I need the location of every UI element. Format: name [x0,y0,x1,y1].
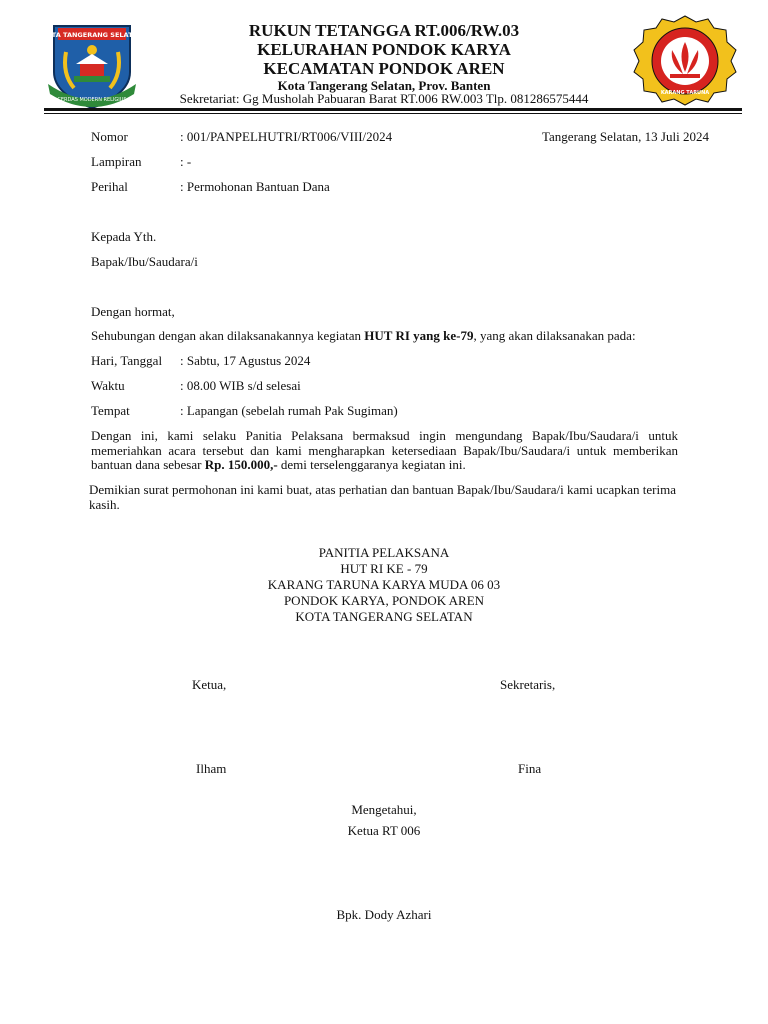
invitation-text-post: demi terselenggaranya kegiatan ini. [277,457,466,472]
invitation-paragraph [91,429,678,473]
hari-value: : Sabtu, 17 Agustus 2024 [180,353,311,368]
hari-label: Hari, Tanggal [91,353,163,368]
intro-event-name: HUT RI yang ke-79 [364,328,474,343]
invitation-text-pre: Dengan ini, kami selaku Panitia Pelaksana bermaksud ingin mengundang Bapak/Ibu/Saudara/i untuk memeriahkan acara tersebut dan kami mengharapkan ketersediaan Bapak/Ibu/Saudara/i untuk memberikan bantuan dana sebesar [91,428,678,472]
committee-line-5: KOTA TANGERANG SELATAN [295,609,473,624]
addressee-line-2: Bapak/Ibu/Saudara/i [91,254,198,269]
ketua-title: Ketua, [192,677,227,692]
sekretaris-title: Sekretaris, [500,677,556,692]
sekretaris-name: Fina [518,761,542,776]
lampiran-value: : - [180,154,192,169]
perihal-value: : Permohonan Bantuan Dana [180,179,330,194]
logo-right-text: KARANG TARUNA [660,90,710,96]
mengetahui-label: Mengetahui, [351,802,417,817]
letterhead-rule-thin [44,113,742,114]
letterhead-secretariat: Sekretariat: Gg Musholah Pabuaran Barat RT.006 RW.003 Tlp. 081286575444 [179,91,589,106]
committee-line-4: PONDOK KARYA, PONDOK AREN [283,593,485,608]
closing-paragraph: Demikian surat permohonan ini kami buat, atas perhatian dan bantuan Bapak/Ibu/Saudara/i kami ucapkan terima kasih. [89,482,676,512]
greeting: Dengan hormat, [91,304,175,319]
nomor-label: Nomor [91,129,128,144]
addressee-line-1: Kepada Yth. [91,229,157,244]
intro-paragraph [91,328,636,343]
ketua-rt-title: Ketua RT 006 [347,823,421,838]
lampiran-label: Lampiran [91,154,142,169]
waktu-value: : 08.00 WIB s/d selesai [180,378,301,393]
letterhead-rule-thick [44,108,742,111]
waktu-label: Waktu [91,378,125,393]
ketua-rt-name: Bpk. Dody Azhari [336,907,432,922]
letterhead-line-2: KELURAHAN PONDOK KARYA [257,40,511,59]
letterhead-city: Kota Tangerang Selatan, Prov. Banten [277,78,491,93]
letterhead-line-3: KECAMATAN PONDOK AREN [263,59,505,78]
committee-line-1: PANITIA PELAKSANA [318,545,450,560]
donation-amount: Rp. 150.000,- [204,457,278,472]
logo-left-bottom-text: CERDAS MODERN RELIGIUS [57,97,127,103]
letter-date: Tangerang Selatan, 13 Juli 2024 [542,129,709,144]
intro-text-pre: Sehubungan dengan akan dilaksanakannya kegiatan [91,328,365,343]
intro-text-post: , yang akan dilaksanakan pada: [473,328,636,343]
committee-line-2: HUT RI KE - 79 [340,561,428,576]
perihal-label: Perihal [91,179,128,194]
letterhead-line-1: RUKUN TETANGGA RT.006/RW.03 [248,21,520,40]
nomor-value: : 001/PANPELHUTRI/RT006/VIII/2024 [180,129,393,144]
committee-line-3: KARANG TARUNA KARYA MUDA 06 03 [267,577,501,592]
tempat-value: : Lapangan (sebelah rumah Pak Sugiman) [180,403,398,418]
tempat-label: Tempat [91,403,130,418]
logo-left-top-text: KOTA TANGERANG SELATAN [44,31,140,39]
ketua-name: Ilham [196,761,227,776]
